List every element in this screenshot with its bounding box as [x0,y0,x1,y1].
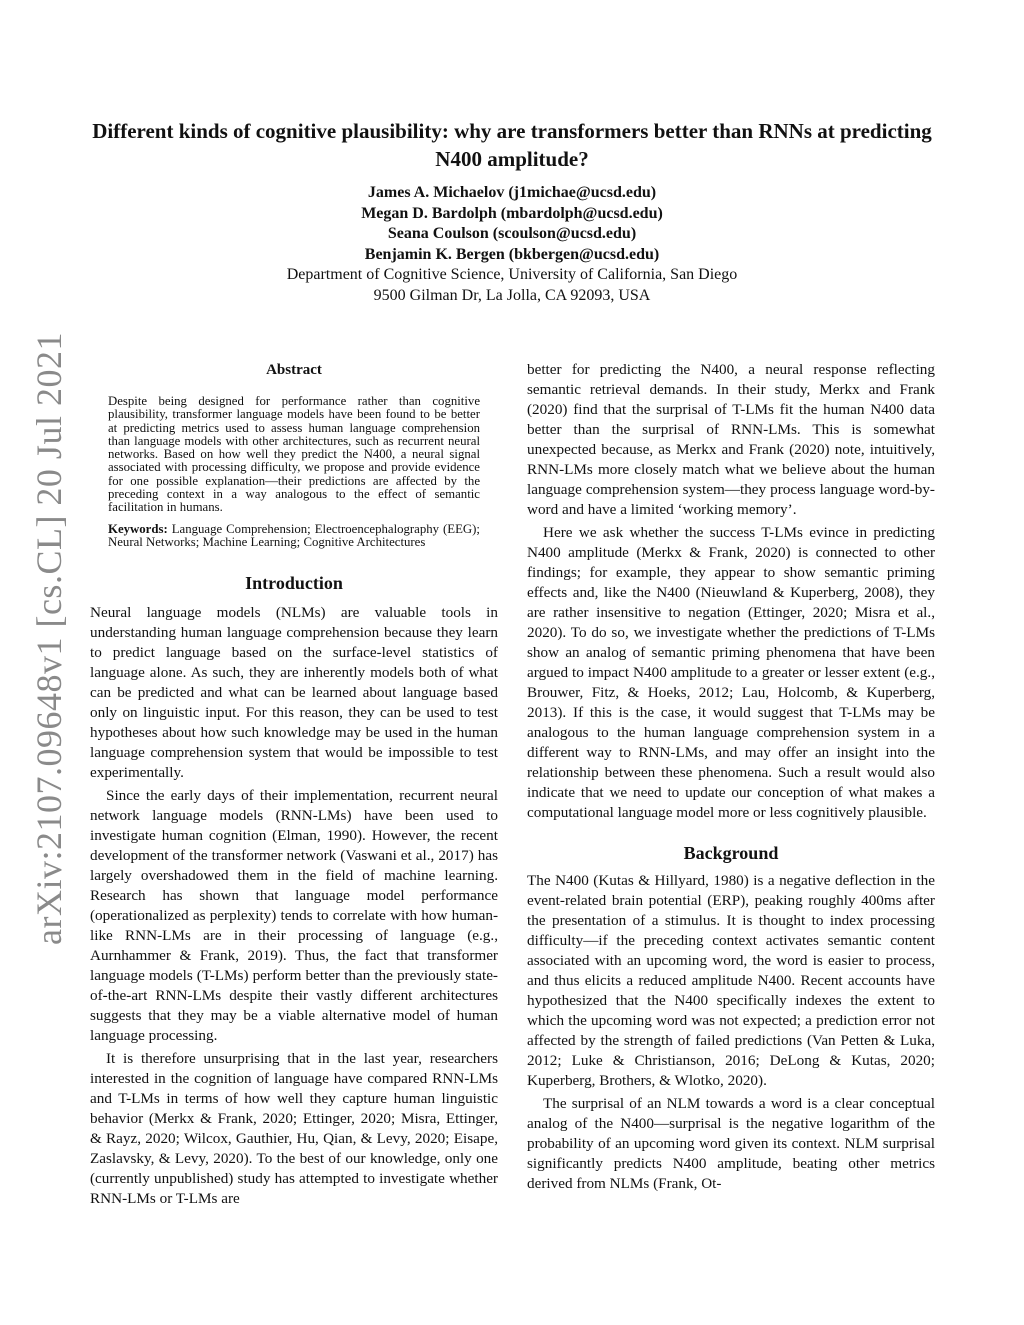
paragraph: better for predicting the N400, a neural response reflecting semantic retrieval demands. In their study, Merkx and Frank (2020) find that the surprisal of T-LMs fit the human N400 data better than the surprisal of RNN-LMs. This is somewhat unexpected because, as Merkx and Frank (2020) note, intuitively, RNN-LMs more closely match what we believe about the human language comprehension system—they process language word-by-word and have a limited ‘working memory’. [527,361,935,518]
keywords-text: Language Comprehension; Electroencephalography (EEG); Neural Networks; Machine Learning; Cognitive Architectures [108,521,480,549]
paragraph: It is therefore unsurprising that in the last year, researchers interested in the cognition of language have compared RNN-LMs and T-LMs in terms of how well they capture human linguistic behavior (Merkx & Frank, 2020; Ettinger, 2020; Misra, Ettinger, & Rayz, 2020; Wilcox, Gauthier, Hu, Qian, & Levy, 2020; Eisape, Zaslavsky, & Levy, 2020). To the best of our knowledge, only one (currently unpublished) study has attempted to investigate whether RNN-LMs or T-LMs are [90,1050,498,1208]
author-name: James A. Michaelov (j1michae@ucsd.edu) [367,184,657,201]
background-heading: Background [683,843,779,863]
paragraph: Since the early days of their implementation, recurrent neural network language models (RNN-LMs) have been used to investigate human cognition (Elman, 1990). However, the recent development of the transformer network (Vaswani et al., 2017) has largely overshadowed them in the field of machine learning. Research has shown that language model performance (operationalized as perplexity) tends to correlate with how human-like RNN-LMs are in their processing of language (e.g., Aurnhammer & Frank, 2019). Thus, the fact that transformer language models (T-LMs) perform better than the previously state-of-the-art RNN-LMs despite their vastly different architectures suggests that they may be a viable alternative model of human language processing. [90,787,498,1045]
paragraph: The N400 (Kutas & Hillyard, 1980) is a negative deflection in the event-related brain potential (ERP), peaking roughly 400ms after the presentation of a stimulus. It is thought to index processing difficulty—if the preceding context activates semantic content associated with an upcoming word, the word is easier to process, and thus elicits a reduced amplitude N400. Recent accounts have hypothesized that the N400 specifically indexes the extent to which the upcoming word was not expected; a prediction error not affected by the strength of failed predictions (Van Petten & Luka, 2012; Luke & Christianson, 2016; DeLong & Kutas, 2020; Kuperberg, Brothers, & Wlotko, 2020). [527,872,935,1089]
paragraph: Neural language models (NLMs) are valuable tools in understanding human language comprehension because they learn to predict language based on the surface-level statistics of language alone. As such, they are inherently models both of what can be predicted and what can be learned about language based only on linguistic input. For this reason, they can be used to test hypotheses about how such knowledge may be used in the human language comprehension system that would be impossible to test experimentally. [90,604,498,782]
paper-title: Different kinds of cognitive plausibility: why are transformers better than RNNs at predicting N400 amplitude? [92,119,932,171]
abstract [108,395,480,549]
address: 9500 Gilman Dr, La Jolla, CA 92093, USA [373,286,651,304]
author-name: Megan D. Bardolph (mbardolph@ucsd.edu) [361,204,663,222]
abstract-heading: Abstract [266,362,322,378]
affiliation: Department of Cognitive Science, University of California, San Diego [286,266,738,283]
author-name: Seana Coulson (scoulson@ucsd.edu) [387,225,637,242]
keywords-label: Keywords: [108,521,168,536]
introduction-heading: Introduction [245,573,343,594]
right-column [527,360,935,1194]
keywords [108,523,480,550]
arxiv-identifier: arXiv:2107.09648v1 [cs.CL] 20 Jul 2021 [29,332,69,945]
abstract-text: Despite being designed for performance rather than cognitive plausibility, transformer language models have been found to be better at predicting metrics used to assess human language comprehension than language models with other architectures, such as recurrent neural networks. Based on how well they predict the N400, a neural signal associated with processing difficulty, we propose and provide evidence for one possible explanation—their predictions are affected by the preceding context in a way analogous to the effect of semantic facilitation in humans. [108,394,480,515]
author-block [70,183,954,306]
paragraph: Here we ask whether the success T-LMs evince in predicting N400 amplitude (Merkx & Frank, 2020) is connected to other findings; for example, they appear to show semantic priming effects and, like the N400 (Nieuwland & Kuperberg, 2008), they are rather insensitive to negation (Ettinger, 2020; Misra et al., 2020). To do so, we investigate whether the predictions of T-LMs show an analog of semantic priming phenomena that have been argued to impact N400 amplitude to a greater or lesser extent (e.g., Brouwer, Fitz, & Hoeks, 2012; Lau, Holcomb, & Kuperberg, 2013). If this is the case, it would suggest that T-LMs may be analogous to the human language comprehension system in a different way to RNN-LMs, and may offer an insight into the relationship between these phenomena. Such a result would also indicate that we need to update our conception of what makes a computational language model more or less cognitively plausible. [527,524,935,821]
author-name: Benjamin K. Bergen (bkbergen@ucsd.edu) [364,245,660,263]
paragraph: The surprisal of an NLM towards a word is a clear conceptual analog of the N400—surprisal is the negative logarithm of the probability of an upcoming word given its context. NLM surprisal significantly predicts N400 amplitude, beating other metrics derived from NLMs (Frank, Ot- [527,1095,935,1192]
left-column [90,360,498,1209]
